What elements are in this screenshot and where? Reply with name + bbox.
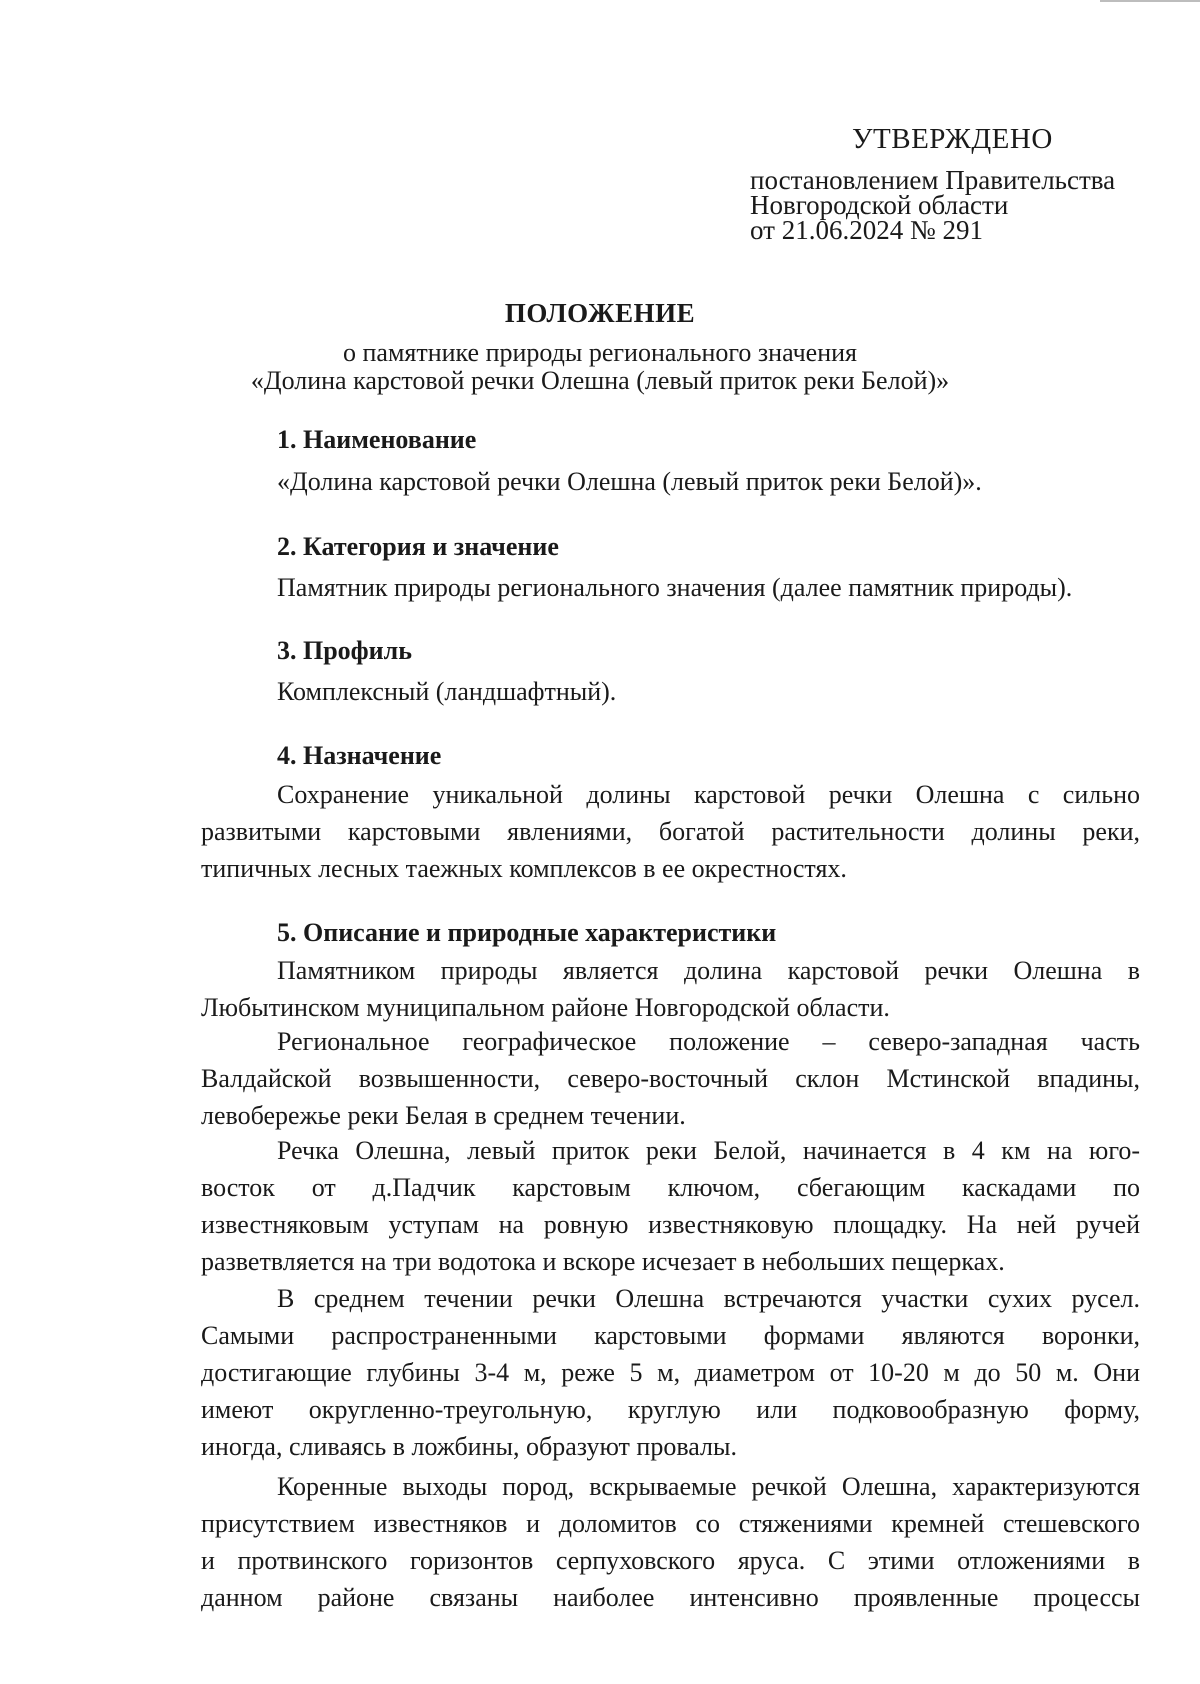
paragraph-line: типичных лесных таежных комплексов в ее окрестностях.	[201, 854, 847, 883]
paragraph-line: развитыми карстовыми явлениями, богатой растительности долины реки,	[201, 817, 1140, 846]
approval-block	[750, 122, 1170, 243]
paragraph-line: Речка Олешна, левый приток реки Белой, начинается в 4 км на юго-	[277, 1136, 1140, 1165]
section-5-paragraph-5	[201, 1468, 1140, 1616]
paragraph-line: присутствием известняков и доломитов со стяжениями кремней стешевского	[201, 1509, 1140, 1538]
approval-line-3: от 21.06.2024 № 291	[750, 215, 983, 245]
paragraph-line: и протвинского горизонтов серпуховского яруса. С этими отложениями в	[201, 1546, 1140, 1575]
paragraph-line: Валдайской возвышенности, северо-восточный склон Мстинской впадины,	[201, 1064, 1140, 1093]
section-5-paragraph-3	[201, 1132, 1140, 1280]
section-4-heading: 4. Назначение	[277, 741, 442, 770]
document-title: ПОЛОЖЕНИЕ	[504, 298, 696, 328]
paragraph-line: левобережье реки Белая в среднем течении.	[201, 1101, 686, 1130]
document-subtitle-2: «Долина карстовой речки Олешна (левый приток реки Белой)»	[250, 366, 950, 395]
section-5-paragraph-4	[201, 1280, 1140, 1465]
scan-edge-line	[1100, 0, 1200, 2]
paragraph-line: достигающие глубины 3-4 м, реже 5 м, диаметром от 10-20 м до 50 м. Они	[201, 1358, 1140, 1387]
section-5-paragraph-1	[201, 952, 1140, 1026]
paragraph-line: В среднем течении речки Олешна встречаются участки сухих русел.	[277, 1284, 1140, 1313]
approval-line-1: постановлением Правительства	[750, 165, 1116, 195]
paragraph-line: Коренные выходы пород, вскрываемые речкой Олешна, характеризуются	[277, 1472, 1140, 1501]
section-2-text: Памятник природы регионального значения (далее памятник природы).	[277, 573, 1073, 602]
paragraph-line: Сохранение уникальной долины карстовой речки Олешна с сильно	[277, 780, 1140, 809]
paragraph-line: Региональное географическое положение – северо-западная часть	[277, 1027, 1140, 1056]
section-3-text: Комплексный (ландшафтный).	[277, 677, 617, 706]
approval-line-2: Новгородской области	[750, 190, 1009, 220]
section-1-text: «Долина карстовой речки Олешна (левый приток реки Белой)».	[277, 467, 982, 496]
paragraph-line: иногда, сливаясь в ложбины, образуют провалы.	[201, 1432, 737, 1461]
section-5-heading: 5. Описание и природные характеристики	[277, 918, 777, 947]
paragraph-line: Памятником природы является долина карстовой речки Олешна в	[277, 956, 1140, 985]
section-1-heading: 1. Наименование	[277, 425, 477, 454]
document-subtitle-1: о памятнике природы регионального значения	[342, 338, 857, 367]
paragraph-line: имеют округленно-треугольную, круглую или подковообразную форму,	[201, 1395, 1140, 1424]
paragraph-line: разветвляется на три водотока и вскоре исчезает в небольших пещерках.	[201, 1247, 1005, 1276]
paragraph-line: Самыми распространенными карстовыми формами являются воронки,	[201, 1321, 1140, 1350]
paragraph-line: известняковым уступам на ровную известняковую площадку. На ней ручей	[201, 1210, 1140, 1239]
section-4-paragraph	[201, 776, 1140, 887]
section-3-heading: 3. Профиль	[277, 636, 412, 665]
approval-title: УТВЕРЖДЕНО	[852, 123, 1053, 155]
paragraph-line: Любытинском муниципальном районе Новгородской области.	[201, 993, 890, 1022]
paragraph-line: восток от д.Падчик карстовым ключом, сбегающим каскадами по	[201, 1173, 1140, 1202]
section-5-paragraph-2	[201, 1023, 1140, 1134]
section-2-heading: 2. Категория и значение	[277, 532, 559, 561]
paragraph-line: данном районе связаны наиболее интенсивно проявленные процессы	[201, 1583, 1140, 1612]
